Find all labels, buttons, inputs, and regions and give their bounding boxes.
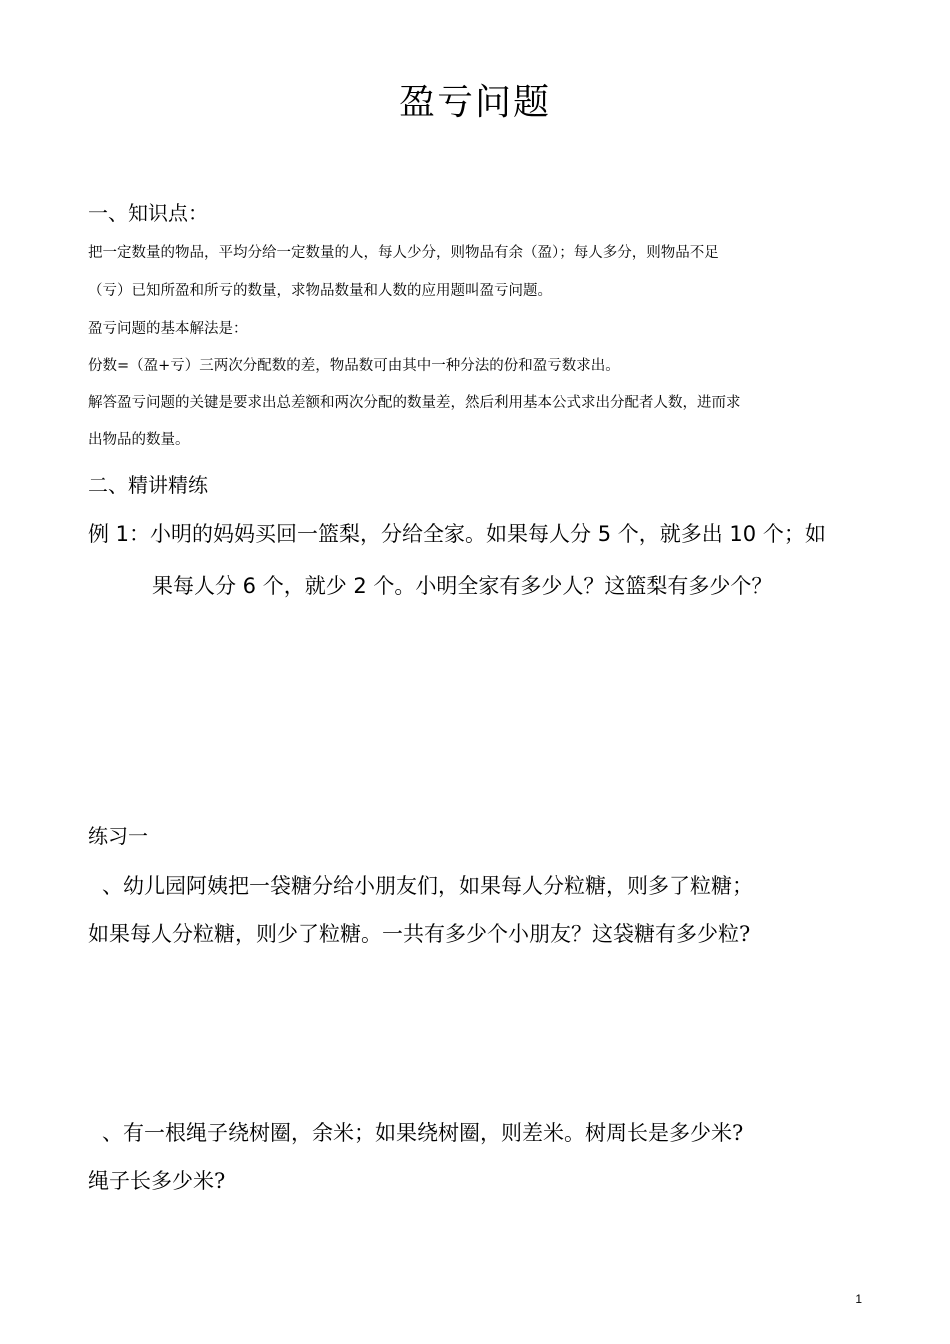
practice-problem-2-line-2: 绳子长多少米? bbox=[88, 1169, 226, 1193]
knowledge-line: （亏）已知所盈和所亏的数量，求物品数量和人数的应用题叫盈亏问题。 bbox=[88, 283, 552, 299]
section-heading-practice-intro: 二、精讲精练 bbox=[88, 473, 208, 497]
knowledge-line: 出物品的数量。 bbox=[88, 432, 190, 448]
example-1-line-1: 例 1：小明的妈妈买回一篮梨，分给全家。如果每人分 5 个，就多出 10 个；如 bbox=[88, 522, 826, 546]
example-1-line-2: 果每人分 6 个，就少 2 个。小明全家有多少人？这篮梨有多少个？ bbox=[152, 574, 773, 598]
practice-problem-1-line-1: 、幼儿园阿姨把一袋糖分给小朋友们，如果每人分粒糖，则多了粒糖； bbox=[102, 874, 753, 898]
knowledge-line: 解答盈亏问题的关键是要求出总差额和两次分配的数量差，然后利用基本公式求出分配者人数，进而求 bbox=[88, 395, 741, 411]
practice-problem-2-line-1: 、有一根绳子绕树圈，余米；如果绕树圈，则差米。树周长是多少米? bbox=[102, 1121, 744, 1145]
practice-heading: 练习一 bbox=[88, 824, 148, 848]
page-number: 1 bbox=[855, 1292, 862, 1306]
section-heading-knowledge: 一、知识点： bbox=[88, 201, 208, 225]
practice-problem-1-line-2: 如果每人分粒糖，则少了粒糖。一共有多少个小朋友？这袋糖有多少粒? bbox=[88, 922, 751, 946]
knowledge-line: 份数=（盈+亏）三两次分配数的差，物品数可由其中一种分法的份和盈亏数求出。 bbox=[88, 358, 620, 374]
knowledge-line: 把一定数量的物品，平均分给一定数量的人，每人少分，则物品有余（盈）；每人多分，则物品不足 bbox=[88, 245, 719, 261]
page-title: 盈亏问题 bbox=[398, 82, 551, 123]
knowledge-line: 盈亏问题的基本解法是： bbox=[88, 321, 248, 337]
